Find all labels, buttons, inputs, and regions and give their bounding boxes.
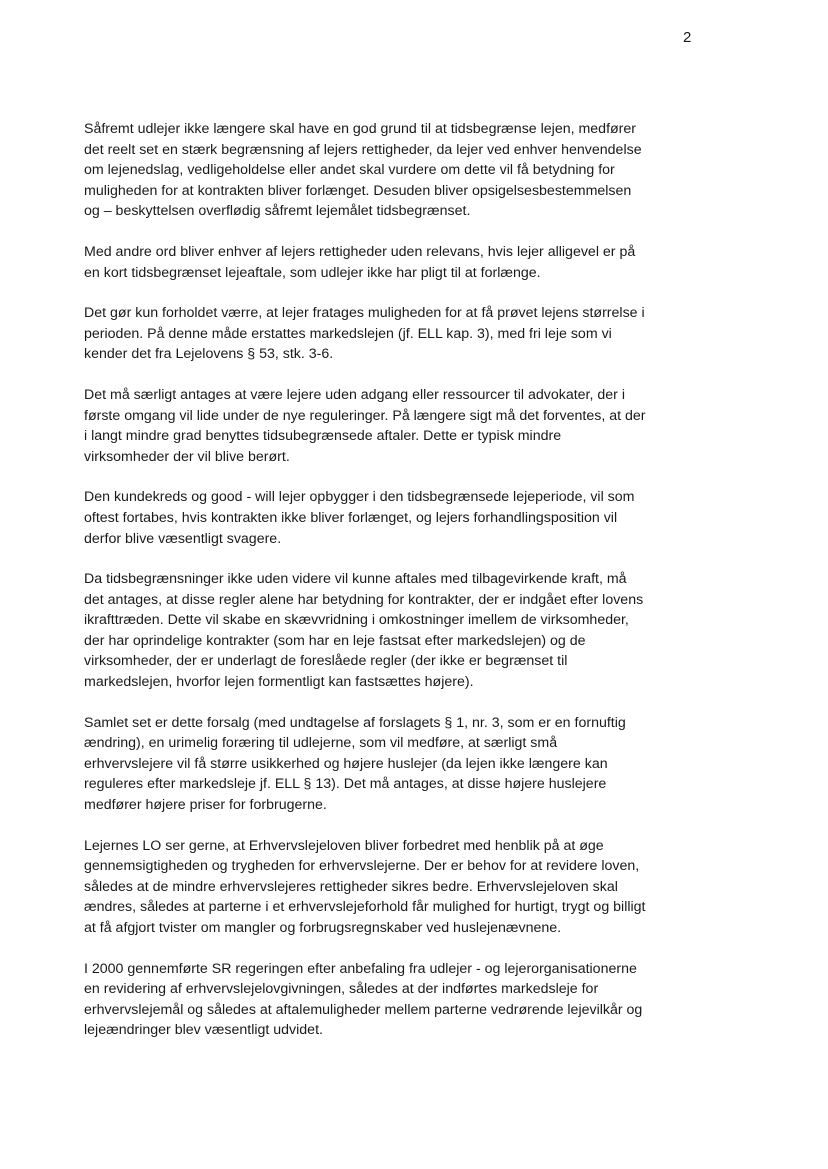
text-line: det antages, at disse regler alene har betydning for kontrakter, der er indgået efter lovens <box>84 591 644 608</box>
text-line: perioden. På denne måde erstattes markedslejen (jf. ELL kap. 3), med fri leje som vi <box>84 325 612 342</box>
text-line: gennemsigtigheden og trygheden for erhvervslejerne. Der er behov for at revidere loven, <box>84 858 640 875</box>
paragraph <box>84 836 708 939</box>
text-line: muligheden for at kontrakten bliver forlænget. Desuden bliver opsigelsesbestemmelsen <box>84 182 632 199</box>
paragraph <box>84 119 708 222</box>
text-line: en kort tidsbegrænset lejeaftale, som udlejer ikke har pligt til at forlænge. <box>84 264 541 281</box>
text-line: der har oprindelige kontrakter (som har en leje fastsat efter markedslejen) og de <box>84 632 586 649</box>
paragraph <box>84 385 708 467</box>
text-line: og – beskyttelsen overflødig såfremt lejemålet tidsbegrænset. <box>84 203 471 220</box>
paragraph <box>84 569 708 693</box>
text-line: Det må særligt antages at være lejere uden adgang eller ressourcer til advokater, der i <box>84 386 625 403</box>
text-line: ændres, således at parterne i et erhvervslejeforhold får mulighed for hurtigt, trygt og billigt <box>84 899 646 916</box>
text-line: Lejernes LO ser gerne, at Erhvervslejeloven bliver forbedret med henblik på at øge <box>84 837 604 854</box>
text-line: derfor blive væsentligt svagere. <box>84 530 282 547</box>
text-line: således at de mindre erhvervslejeres rettigheder sikres bedre. Erhvervslejeloven skal <box>84 878 618 895</box>
text-line: det reelt set en stærk begrænsning af lejers rettigheder, da lejer ved enhver henvendelse <box>84 141 642 158</box>
paragraph <box>84 303 708 365</box>
text-line: reguleres efter markedsleje jf. ELL § 13). Det må antages, at disse højere huslejere <box>84 776 607 793</box>
text-line: Samlet set er dette forsalg (med undtagelse af forslagets § 1, nr. 3, som er en fornuftig <box>84 714 626 731</box>
document-body <box>84 119 708 1061</box>
text-line: virksomheder, der er underlagt de foreslåede regler (der ikke er begrænset til <box>84 653 568 670</box>
text-line: kender det fra Lejelovens § 53, stk. 3-6. <box>84 346 334 363</box>
text-line: første omgang vil lide under de nye reguleringer. På længere sigt må det forventes, at der <box>84 407 646 424</box>
text-line: en revidering af erhvervslejelovgivningen, således at der indførtes markedsleje for <box>84 981 599 998</box>
text-line: ændring), en urimelig foræring til udlejerne, som vil medføre, at særligt små <box>84 735 558 752</box>
text-line: virksomheder der vil blive berørt. <box>84 448 290 465</box>
page-number: 2 <box>683 29 692 46</box>
text-line: erhvervslejere vil få større usikkerhed og højere huslejer (da lejen ikke længere kan <box>84 755 608 772</box>
paragraph <box>84 959 708 1041</box>
text-line: Det gør kun forholdet værre, at lejer fratages muligheden for at få prøvet lejens størrelse i <box>84 305 645 322</box>
text-line: medfører højere priser for forbrugerne. <box>84 797 327 814</box>
text-line: Den kundekreds og good - will lejer opbygger i den tidsbegrænsede lejeperiode, vil som <box>84 489 635 506</box>
text-line: Med andre ord bliver enhver af lejers rettigheder uden relevans, hvis lejer alligevel er på <box>84 243 636 260</box>
text-line: Da tidsbegrænsninger ikke uden videre vil kunne aftales med tilbagevirkende kraft, må <box>84 571 627 588</box>
text-line: om lejenedslag, vedligeholdelse eller andet skal vurdere om dette vil få betydning for <box>84 162 615 179</box>
text-line: i langt mindre grad benyttes tidsubegrænsede aftaler. Dette er typisk mindre <box>84 428 562 445</box>
paragraph <box>84 487 708 549</box>
text-line: Såfremt udlejer ikke længere skal have en god grund til at tidsbegrænse lejen, medfører <box>84 121 637 137</box>
text-line: erhvervslejemål og således at aftalemuligheder mellem parterne vedrørende lejevilkår og <box>84 1001 643 1018</box>
paragraph <box>84 242 708 283</box>
paragraph <box>84 713 708 816</box>
text-line: at få afgjort tvister om mangler og forbrugsregnskaber ved huslejenævnene. <box>84 920 562 936</box>
text-line: I 2000 gennemførte SR regeringen efter anbefaling fra udlejer - og lejerorganisationerne <box>84 960 637 977</box>
text-line: markedslejen, hvorfor lejen formentligt kan fastsættes højere). <box>84 674 474 691</box>
text-line: lejeændringer blev væsentligt udvidet. <box>84 1022 323 1039</box>
text-line: ikrafttræden. Dette vil skabe en skævvridning i omkostninger imellem de virksomheder, <box>84 612 629 629</box>
text-line: oftest fortabes, hvis kontrakten ikke bliver forlænget, og lejers forhandlingsposition vil <box>84 509 618 526</box>
